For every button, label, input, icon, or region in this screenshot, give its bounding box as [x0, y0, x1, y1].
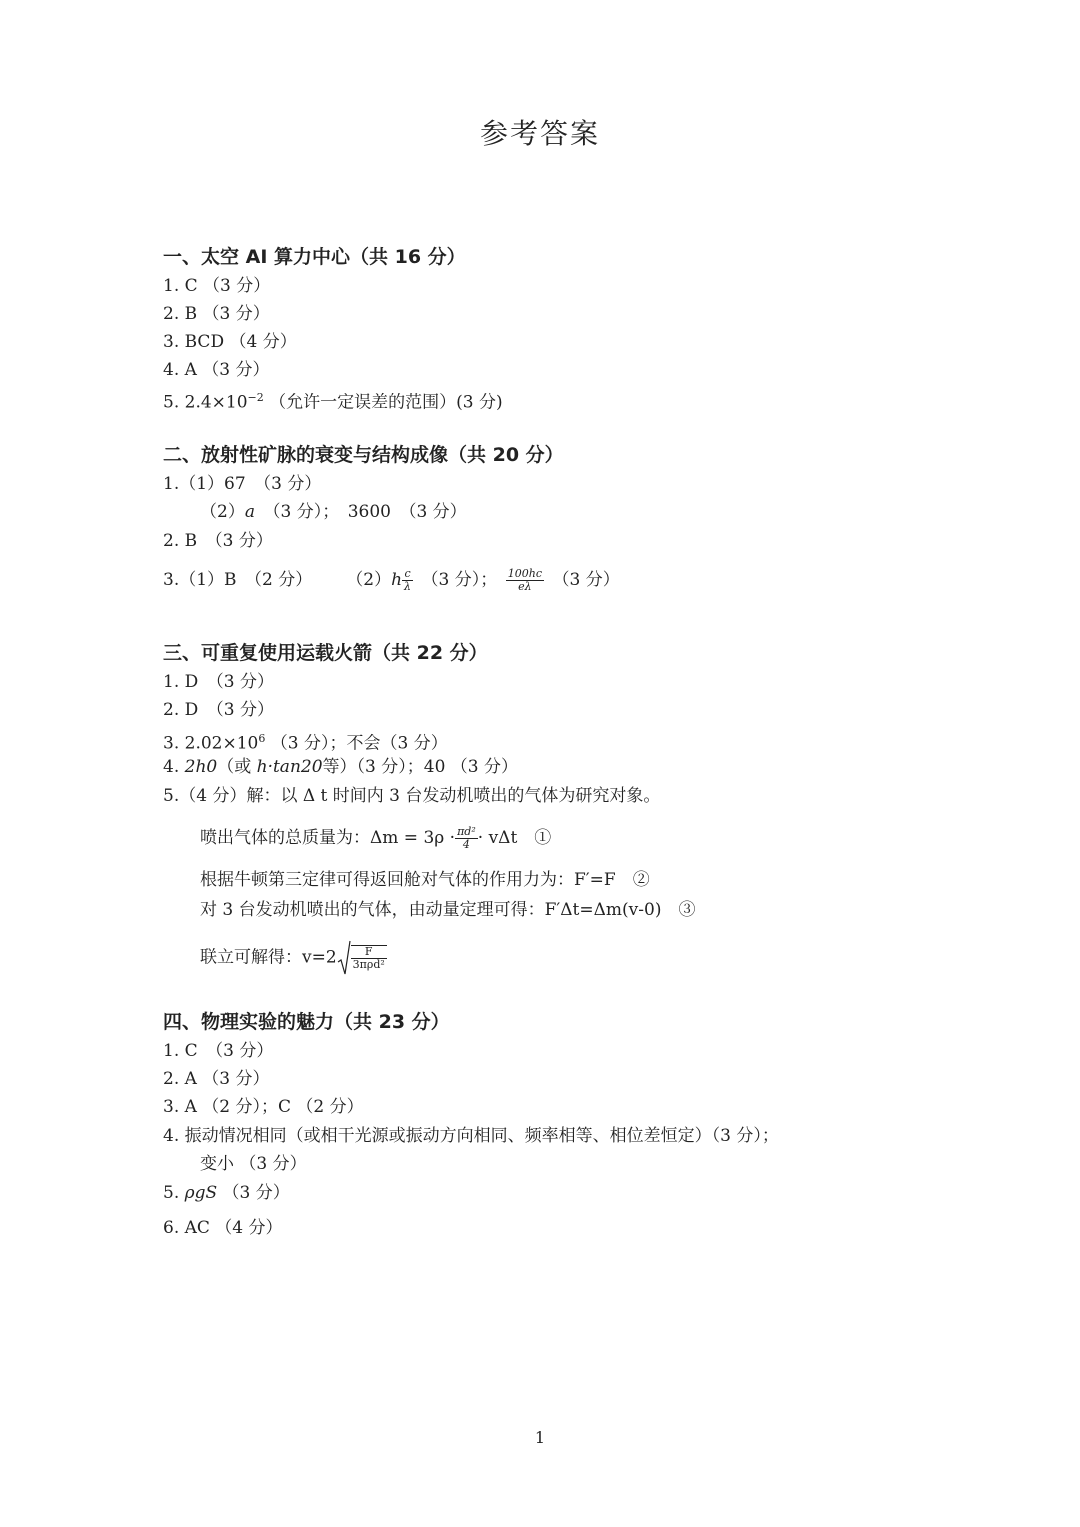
s2-a3-post: （3 分） [544, 570, 620, 590]
s3-a3-post: （3 分）；不会（3 分） [265, 733, 448, 754]
s3-equation-2: 根据牛顿第三定律可得返回舱对气体的作用力为：F′=F ② [200, 870, 650, 890]
s4-a5-post: （3 分） [217, 1183, 290, 1203]
s1-a5-pre: 5. 2.4×10 [163, 392, 248, 413]
s3-a3-pre: 3. 2.02×10 [163, 733, 259, 754]
page-number: 1 [534, 1428, 546, 1447]
section-2-heading: 二、放射性矿脉的衰变与结构成像（共 20 分） [163, 444, 564, 466]
section-4-heading: 四、物理实验的魅力（共 23 分） [163, 1011, 450, 1033]
s3-e1-post: · vΔt ① [477, 828, 552, 848]
s1-a5-sup: −2 [247, 391, 264, 404]
s4-answer-2: 2. A （3 分） [163, 1069, 270, 1089]
s3-equation-1 [200, 826, 551, 851]
s4-answer-4b: 变小 （3 分） [200, 1154, 307, 1174]
s2-a1b-post: （3 分）； 3600 （3 分） [254, 502, 467, 522]
s4-answer-6: 6. AC （4 分） [163, 1218, 283, 1238]
s1-answer-1: 1. C （3 分） [163, 276, 271, 296]
s2-answer-1b [200, 501, 467, 523]
s2-a3-fraction-2 [506, 568, 544, 593]
s4-answer-3: 3. A （2 分）；C （2 分） [163, 1097, 364, 1117]
s2-a3-mid: （3 分）； [413, 570, 489, 590]
s3-e1-fraction [455, 826, 478, 851]
s2-answer-2: 2. B （3 分） [163, 531, 273, 551]
s1-answer-5 [163, 387, 503, 414]
s3-e1-pre: 喷出气体的总质量为：Δm = 3ρ · [200, 828, 456, 848]
s3-a4-var1: 2h0 [184, 757, 218, 777]
s4-answer-4: 4. 振动情况相同（或相干光源或振动方向相同、频率相等、相位差恒定）（3 分）； [163, 1126, 779, 1146]
s3-answer-4 [163, 756, 518, 778]
s2-a1b-var: a [244, 502, 255, 522]
s2-a3-fraction-1 [402, 568, 413, 593]
s4-a5-pre: 5. [163, 1183, 185, 1203]
section-1-heading: 一、太空 AI 算力中心（共 16 分） [163, 246, 466, 268]
s2-answer-1: 1.（1）67 （3 分） [163, 474, 322, 494]
s3-equation-3: 对 3 台发动机喷出的气体，由动量定理可得：F′Δt=Δm(v-0) ③ [200, 900, 696, 920]
s3-e4-pre: 联立可解得：v=2 [200, 947, 337, 968]
s3-a4-pre: 4. [163, 757, 185, 777]
s1-answer-4: 4. A （3 分） [163, 360, 270, 380]
s2-a1b-pre: （2） [200, 502, 245, 522]
s2-a3-f1-num: c [402, 568, 413, 581]
s2-a3-pre: 3.（1）B （2 分） （2） [163, 570, 392, 590]
s2-a3-h: h [391, 570, 403, 590]
page-title: 参考答案 [479, 117, 600, 150]
s3-e4-den: 3πρd² [352, 958, 385, 971]
s4-answer-1: 1. C （3 分） [163, 1041, 274, 1061]
section-3-heading: 三、可重复使用运载火箭（共 22 分） [163, 642, 488, 664]
s3-e4-num: F [351, 946, 387, 959]
s3-a4-var2: h·tan20 [256, 757, 323, 777]
s3-e1-den: 4 [462, 838, 470, 851]
s3-e4-fraction [351, 945, 387, 971]
s3-a4-mid: （或 [217, 757, 257, 777]
s2-answer-3 [163, 568, 620, 593]
s2-a3-f1-den: λ [404, 580, 412, 593]
s2-a3-f2-num: 100hc [507, 567, 542, 580]
s4-answer-5 [163, 1182, 290, 1204]
s4-a5-var: ρgS [184, 1183, 218, 1203]
s3-answer-2: 2. D （3 分） [163, 700, 274, 720]
s3-a3-sup: 6 [258, 732, 266, 745]
s3-equation-4 [200, 940, 387, 976]
s1-answer-3: 3. BCD （4 分） [163, 332, 297, 352]
s3-a4-post: 等）（3 分）；40 （3 分） [322, 757, 519, 777]
s2-a3-f2-den: eλ [518, 580, 532, 593]
s1-answer-2: 2. B （3 分） [163, 304, 270, 324]
s3-answer-5: 5.（4 分）解：以 Δ t 时间内 3 台发动机喷出的气体为研究对象。 [163, 786, 661, 806]
s3-answer-1: 1. D （3 分） [163, 672, 274, 692]
s3-e1-num: πd² [457, 825, 476, 838]
s3-answer-3 [163, 728, 448, 755]
s1-a5-post: （允许一定误差的范围）(3 分) [263, 392, 503, 413]
sqrt-symbol [337, 940, 351, 976]
